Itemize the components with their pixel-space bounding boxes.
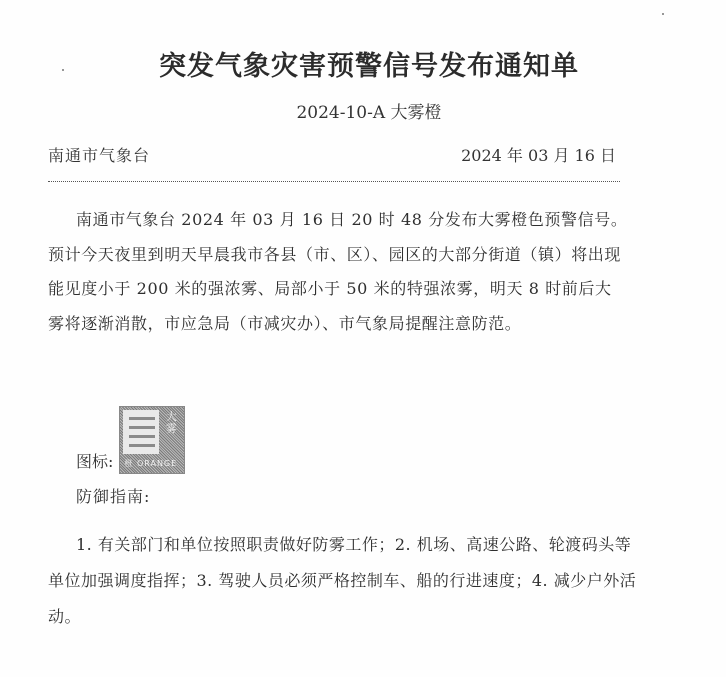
- icon-line: [129, 417, 155, 420]
- guide-text: 1. 有关部门和单位按照职责做好防雾工作；2. 机场、高速公路、轮渡码头等单位加强调度指挥；3. 驾驶人员必须严格控制车、船的行进速度；4. 减少户外活动。: [48, 535, 637, 626]
- icon-glyph: 大雾: [165, 410, 177, 435]
- scan-speck: [662, 13, 664, 15]
- issuer: 南通市气象台: [48, 146, 151, 165]
- scan-speck: [62, 69, 64, 71]
- icon-panel: [123, 410, 159, 454]
- dotted-divider: [48, 181, 620, 182]
- icon-footer: 橙 ORANGE: [124, 459, 178, 468]
- fog-orange-warning-icon: [119, 406, 185, 474]
- icon-label: 图标:: [76, 452, 114, 471]
- document-subtitle: 2024-10-A 大雾橙: [296, 103, 442, 123]
- icon-line: [129, 435, 155, 438]
- document-title: 突发气象灾害预警信号发布通知单: [159, 51, 579, 82]
- guide-heading: 防御指南:: [76, 487, 151, 506]
- icon-line: [129, 426, 155, 429]
- icon-row: [76, 404, 185, 474]
- icon-line: [129, 444, 155, 447]
- issue-date: 2024 年 03 月 16 日: [461, 146, 616, 165]
- notice-body: 南通市气象台 2024 年 03 月 16 日 20 时 48 分发布大雾橙色预警信号。预计今天夜里到明天早晨我市各县（市、区）、园区的大部分街道（镇）将出现能见度小于 200 米的强浓雾、局部小于 50 米的特强浓雾，明天 8 时前后大雾将逐渐消散，市应急局（市减灾办）、市气象局提醒注意防范。: [48, 210, 628, 333]
